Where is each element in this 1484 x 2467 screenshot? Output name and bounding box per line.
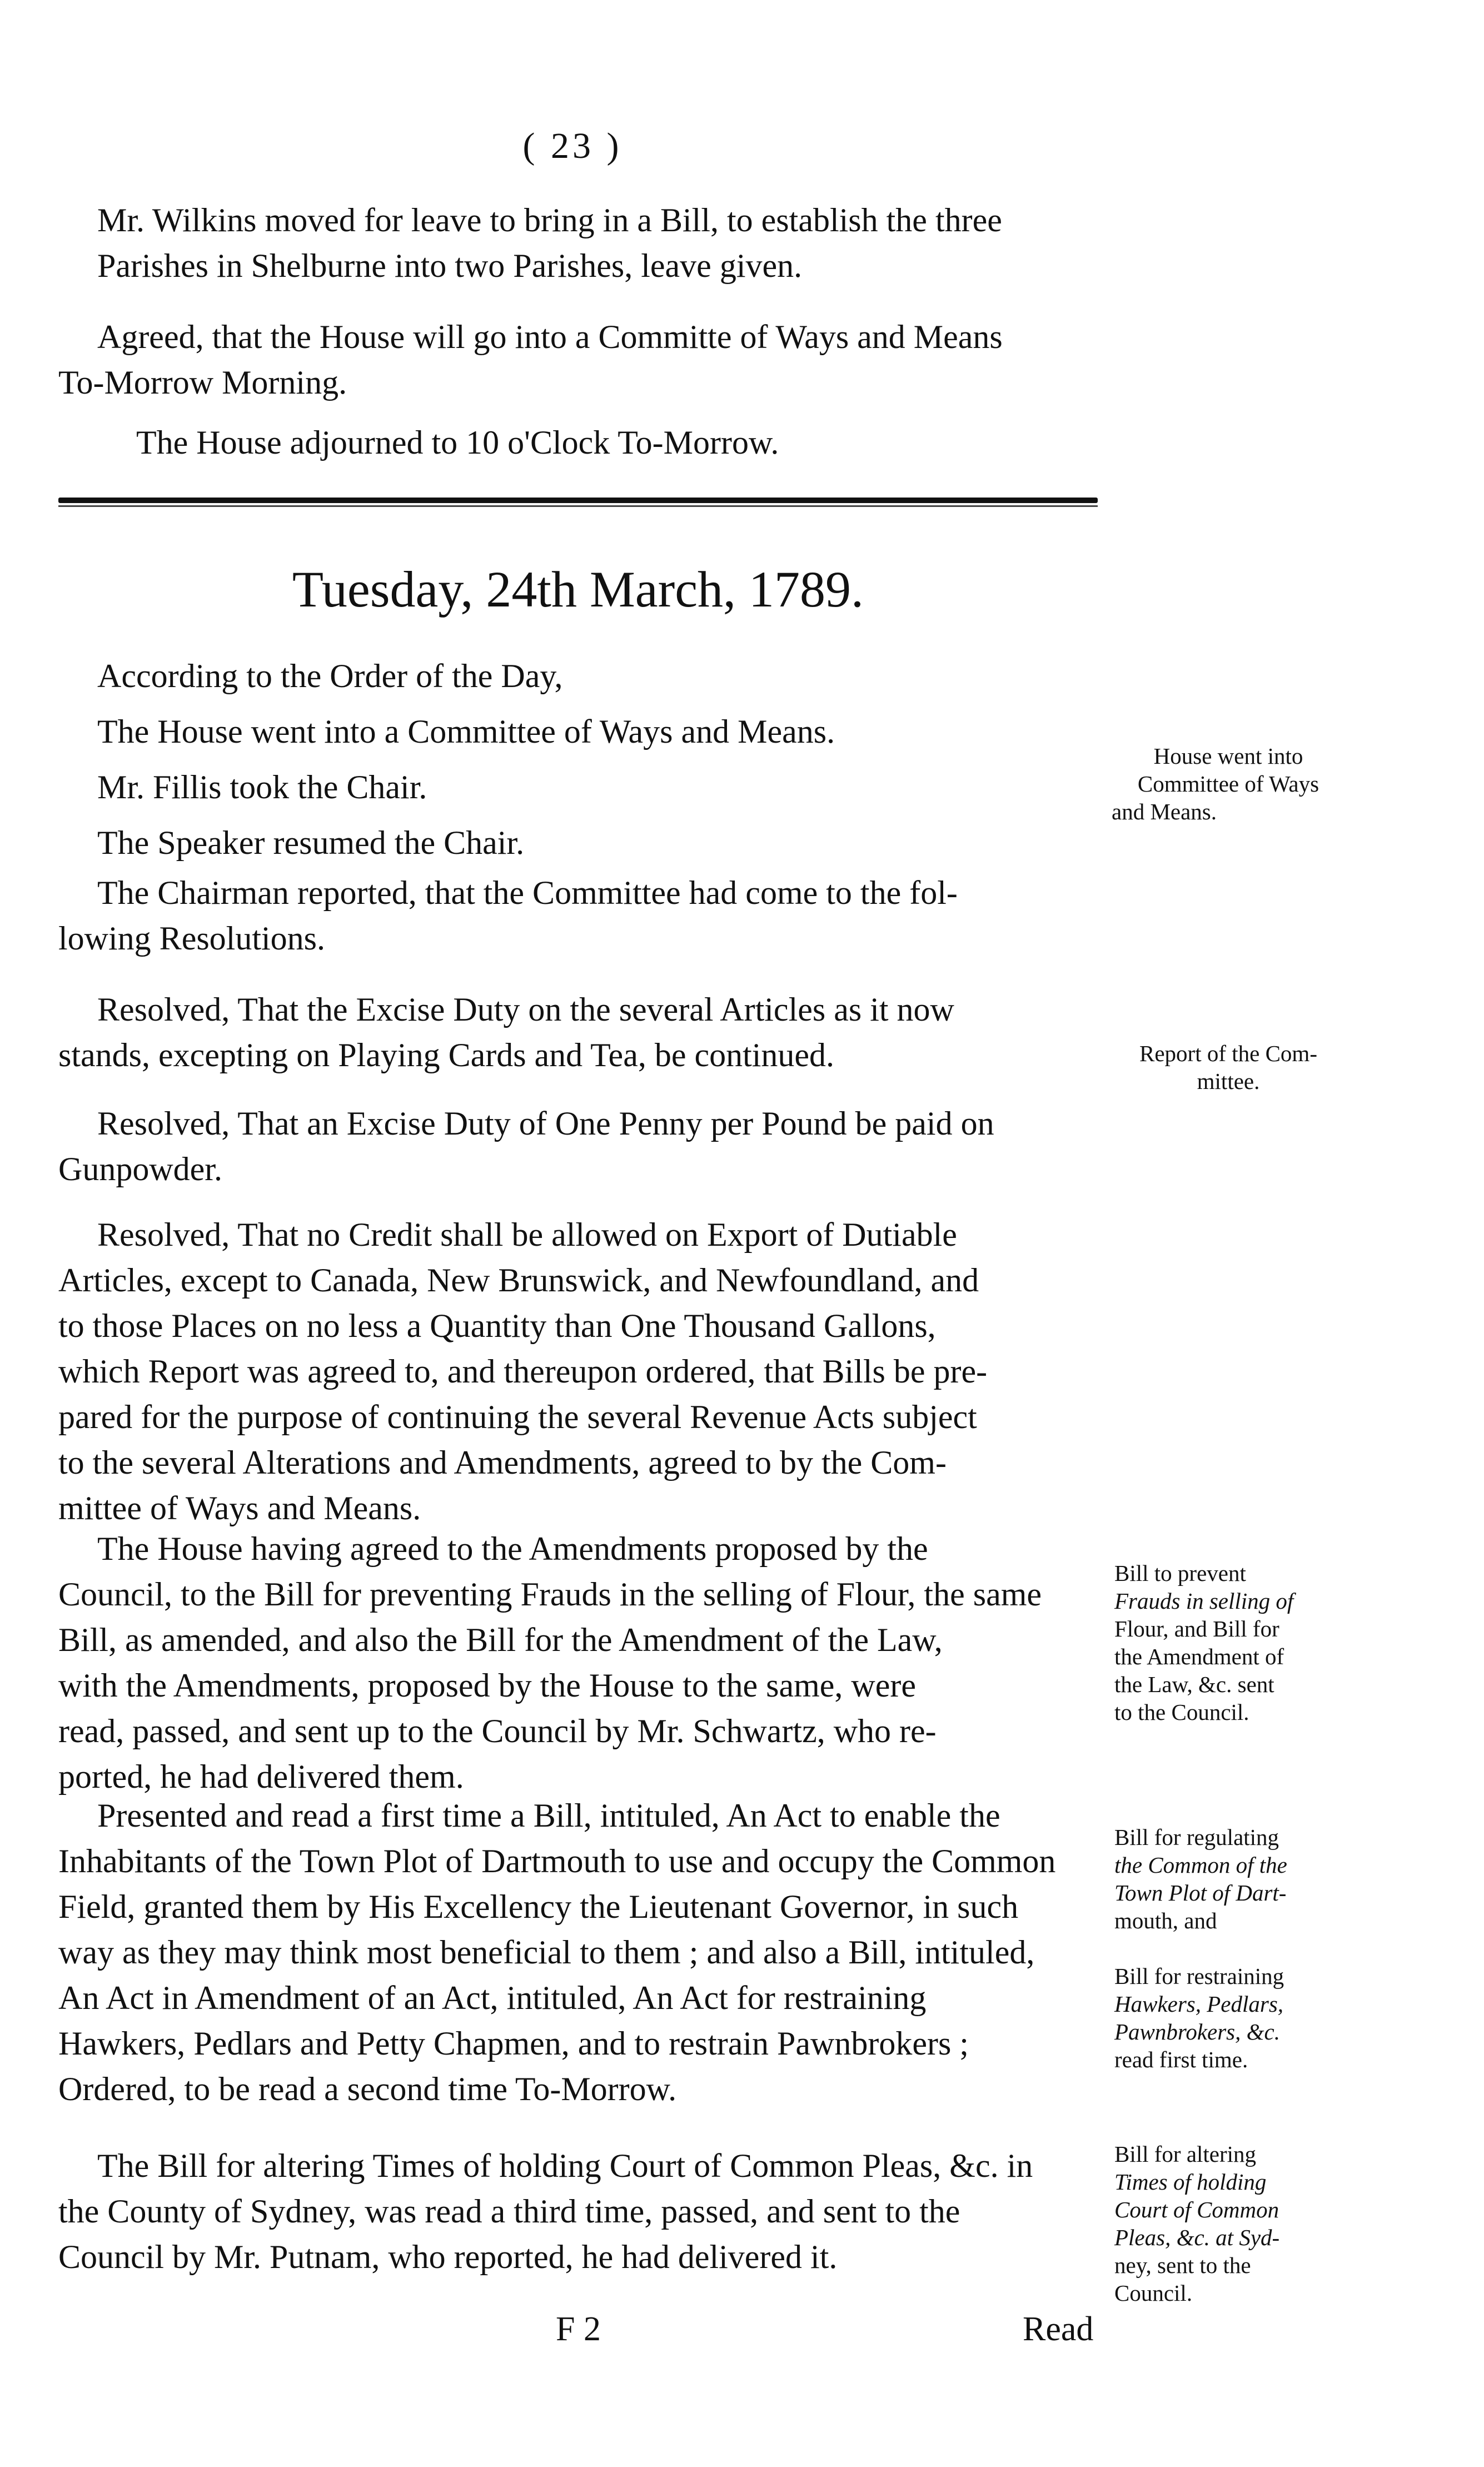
text-line: The House having agreed to the Amendments proposed by the xyxy=(97,1530,928,1567)
dartmouth-bill-entry xyxy=(58,1793,1098,2112)
margin-line: the Law, &c. sent xyxy=(1114,1672,1274,1697)
committee-entry xyxy=(97,709,1098,754)
text-line: The Bill for altering Times of holding Court of Common Pleas, &c. in xyxy=(97,2147,1033,2184)
text-line: The Chairman reported, that the Committee had come to the fol- xyxy=(97,874,958,911)
margin-note-report xyxy=(1112,1039,1345,1095)
margin-line: Bill for restraining xyxy=(1114,1963,1284,1989)
text-line: to the several Alterations and Amendments, agreed to by the Com- xyxy=(58,1444,947,1481)
text-line: read, passed, and sent up to the Council by Mr. Schwartz, who re- xyxy=(58,1713,937,1749)
margin-line: and Means. xyxy=(1112,799,1217,824)
text-line: Mr. Fillis took the Chair. xyxy=(97,769,427,805)
margin-line: Pleas, &c. at Syd- xyxy=(1114,2225,1280,2250)
section-divider-thin xyxy=(58,505,1098,507)
text-line: lowing Resolutions. xyxy=(58,920,326,957)
margin-line: the Amendment of xyxy=(1114,1644,1284,1669)
margin-line: Pawnbrokers, &c. xyxy=(1114,2019,1280,2045)
resolution-gunpowder xyxy=(58,1101,1098,1192)
margin-line: Times of holding xyxy=(1114,2169,1267,2195)
margin-line: Hawkers, Pedlars, xyxy=(1114,1991,1284,2017)
text-line: The House went into a Committee of Ways and Means. xyxy=(97,713,835,750)
sydney-bill-entry xyxy=(58,2143,1098,2280)
margin-line: Frauds in selling of xyxy=(1114,1588,1294,1614)
margin-line: Bill for regulating xyxy=(1114,1824,1279,1850)
text-line: To-Morrow Morning. xyxy=(58,364,347,401)
speaker-resumed xyxy=(97,820,1098,866)
text-line: Bill, as amended, and also the Bill for the Amendment of the Law, xyxy=(58,1622,943,1658)
margin-line: Bill to prevent xyxy=(1114,1560,1246,1586)
text-line: Gunpowder. xyxy=(58,1151,222,1187)
wilkins-motion xyxy=(97,197,1098,289)
margin-line: mittee. xyxy=(1197,1068,1260,1094)
text-line: stands, excepting on Playing Cards and Tea, be continued. xyxy=(58,1037,835,1073)
chairman-report xyxy=(58,870,1098,961)
resolution-excise xyxy=(58,987,1098,1078)
text-line: According to the Order of the Day, xyxy=(97,658,563,694)
margin-note-flour xyxy=(1114,1559,1353,1726)
margin-note-hawkers xyxy=(1114,1962,1353,2073)
margin-line: Committee of Ways xyxy=(1137,771,1319,797)
text-line: the County of Sydney, was read a third time, passed, and sent to the xyxy=(58,2193,960,2230)
margin-line: Court of Common xyxy=(1114,2197,1279,2222)
text-line: Resolved, That no Credit shall be allowed on Export of Dutiable xyxy=(97,1216,957,1253)
fillis-chair xyxy=(97,764,1098,810)
text-line: Resolved, That the Excise Duty on the several Articles as it now xyxy=(97,991,954,1028)
text-line: Mr. Wilkins moved for leave to bring in a Bill, to establish the three xyxy=(97,202,1002,238)
order-of-day xyxy=(97,653,1098,699)
text-line: Field, granted them by His Excellency the Lieutenant Governor, in such xyxy=(58,1888,1019,1925)
text-line: mittee of Ways and Means. xyxy=(58,1490,421,1526)
margin-line: read first time. xyxy=(1114,2047,1248,2072)
flour-bill-entry xyxy=(58,1526,1098,1799)
margin-line: Bill for altering xyxy=(1114,2141,1257,2167)
day-heading: Tuesday, 24th March, 1789. xyxy=(292,561,864,618)
margin-line: Council. xyxy=(1114,2280,1193,2306)
margin-line: ney, sent to the xyxy=(1114,2252,1251,2278)
margin-note-committee xyxy=(1112,742,1345,825)
text-line: Resolved, That an Excise Duty of One Penny per Pound be paid on xyxy=(97,1105,994,1142)
margin-note-dartmouth xyxy=(1114,1823,1353,1934)
page-number: ( 23 ) xyxy=(522,126,623,166)
text-line: The House adjourned to 10 o'Clock To-Morrow. xyxy=(136,424,779,461)
margin-line: to the Council. xyxy=(1114,1699,1249,1725)
text-line: Council, to the Bill for preventing Frauds in the selling of Flour, the same xyxy=(58,1576,1042,1613)
catchword: Read xyxy=(1023,2310,1094,2348)
committee-agreement xyxy=(58,314,1098,405)
text-line: pared for the purpose of continuing the several Revenue Acts subject xyxy=(58,1399,977,1435)
text-line: way as they may think most beneficial to them ; and also a Bill, intituled, xyxy=(58,1934,1035,1971)
adjournment xyxy=(136,420,1081,465)
signature-mark: F 2 xyxy=(556,2310,601,2348)
text-line: Presented and read a first time a Bill, intituled, An Act to enable the xyxy=(97,1797,1000,1834)
text-line: with the Amendments, proposed by the House to the same, were xyxy=(58,1667,917,1704)
resolution-credit xyxy=(58,1212,1098,1531)
text-line: Council by Mr. Putnam, who reported, he had delivered it. xyxy=(58,2239,838,2275)
text-line: Parishes in Shelburne into two Parishes, leave given. xyxy=(97,247,803,284)
margin-line: Town Plot of Dart- xyxy=(1114,1880,1287,1906)
margin-line: the Common of the xyxy=(1114,1852,1287,1878)
text-line: Ordered, to be read a second time To-Morrow. xyxy=(58,2071,677,2107)
text-line: to those Places on no less a Quantity than One Thousand Gallons, xyxy=(58,1307,936,1344)
margin-line: Report of the Com- xyxy=(1139,1041,1317,1066)
text-line: The Speaker resumed the Chair. xyxy=(97,824,525,861)
margin-note-sydney xyxy=(1114,2140,1353,2307)
margin-line: House went into xyxy=(1153,743,1303,769)
margin-line: Flour, and Bill for xyxy=(1114,1616,1279,1642)
text-line: Hawkers, Pedlars and Petty Chapmen, and to restrain Pawnbrokers ; xyxy=(58,2025,969,2062)
text-line: Agreed, that the House will go into a Committe of Ways and Means xyxy=(97,319,1003,355)
margin-line: mouth, and xyxy=(1114,1908,1217,1933)
text-line: An Act in Amendment of an Act, intituled, An Act for restraining xyxy=(58,1979,927,2016)
text-line: Articles, except to Canada, New Brunswick, and Newfoundland, and xyxy=(58,1262,979,1299)
text-line: ported, he had delivered them. xyxy=(58,1758,464,1795)
section-divider xyxy=(58,498,1098,503)
text-line: Inhabitants of the Town Plot of Dartmouth to use and occupy the Common xyxy=(58,1843,1056,1879)
text-line: which Report was agreed to, and thereupon ordered, that Bills be pre- xyxy=(58,1353,988,1390)
